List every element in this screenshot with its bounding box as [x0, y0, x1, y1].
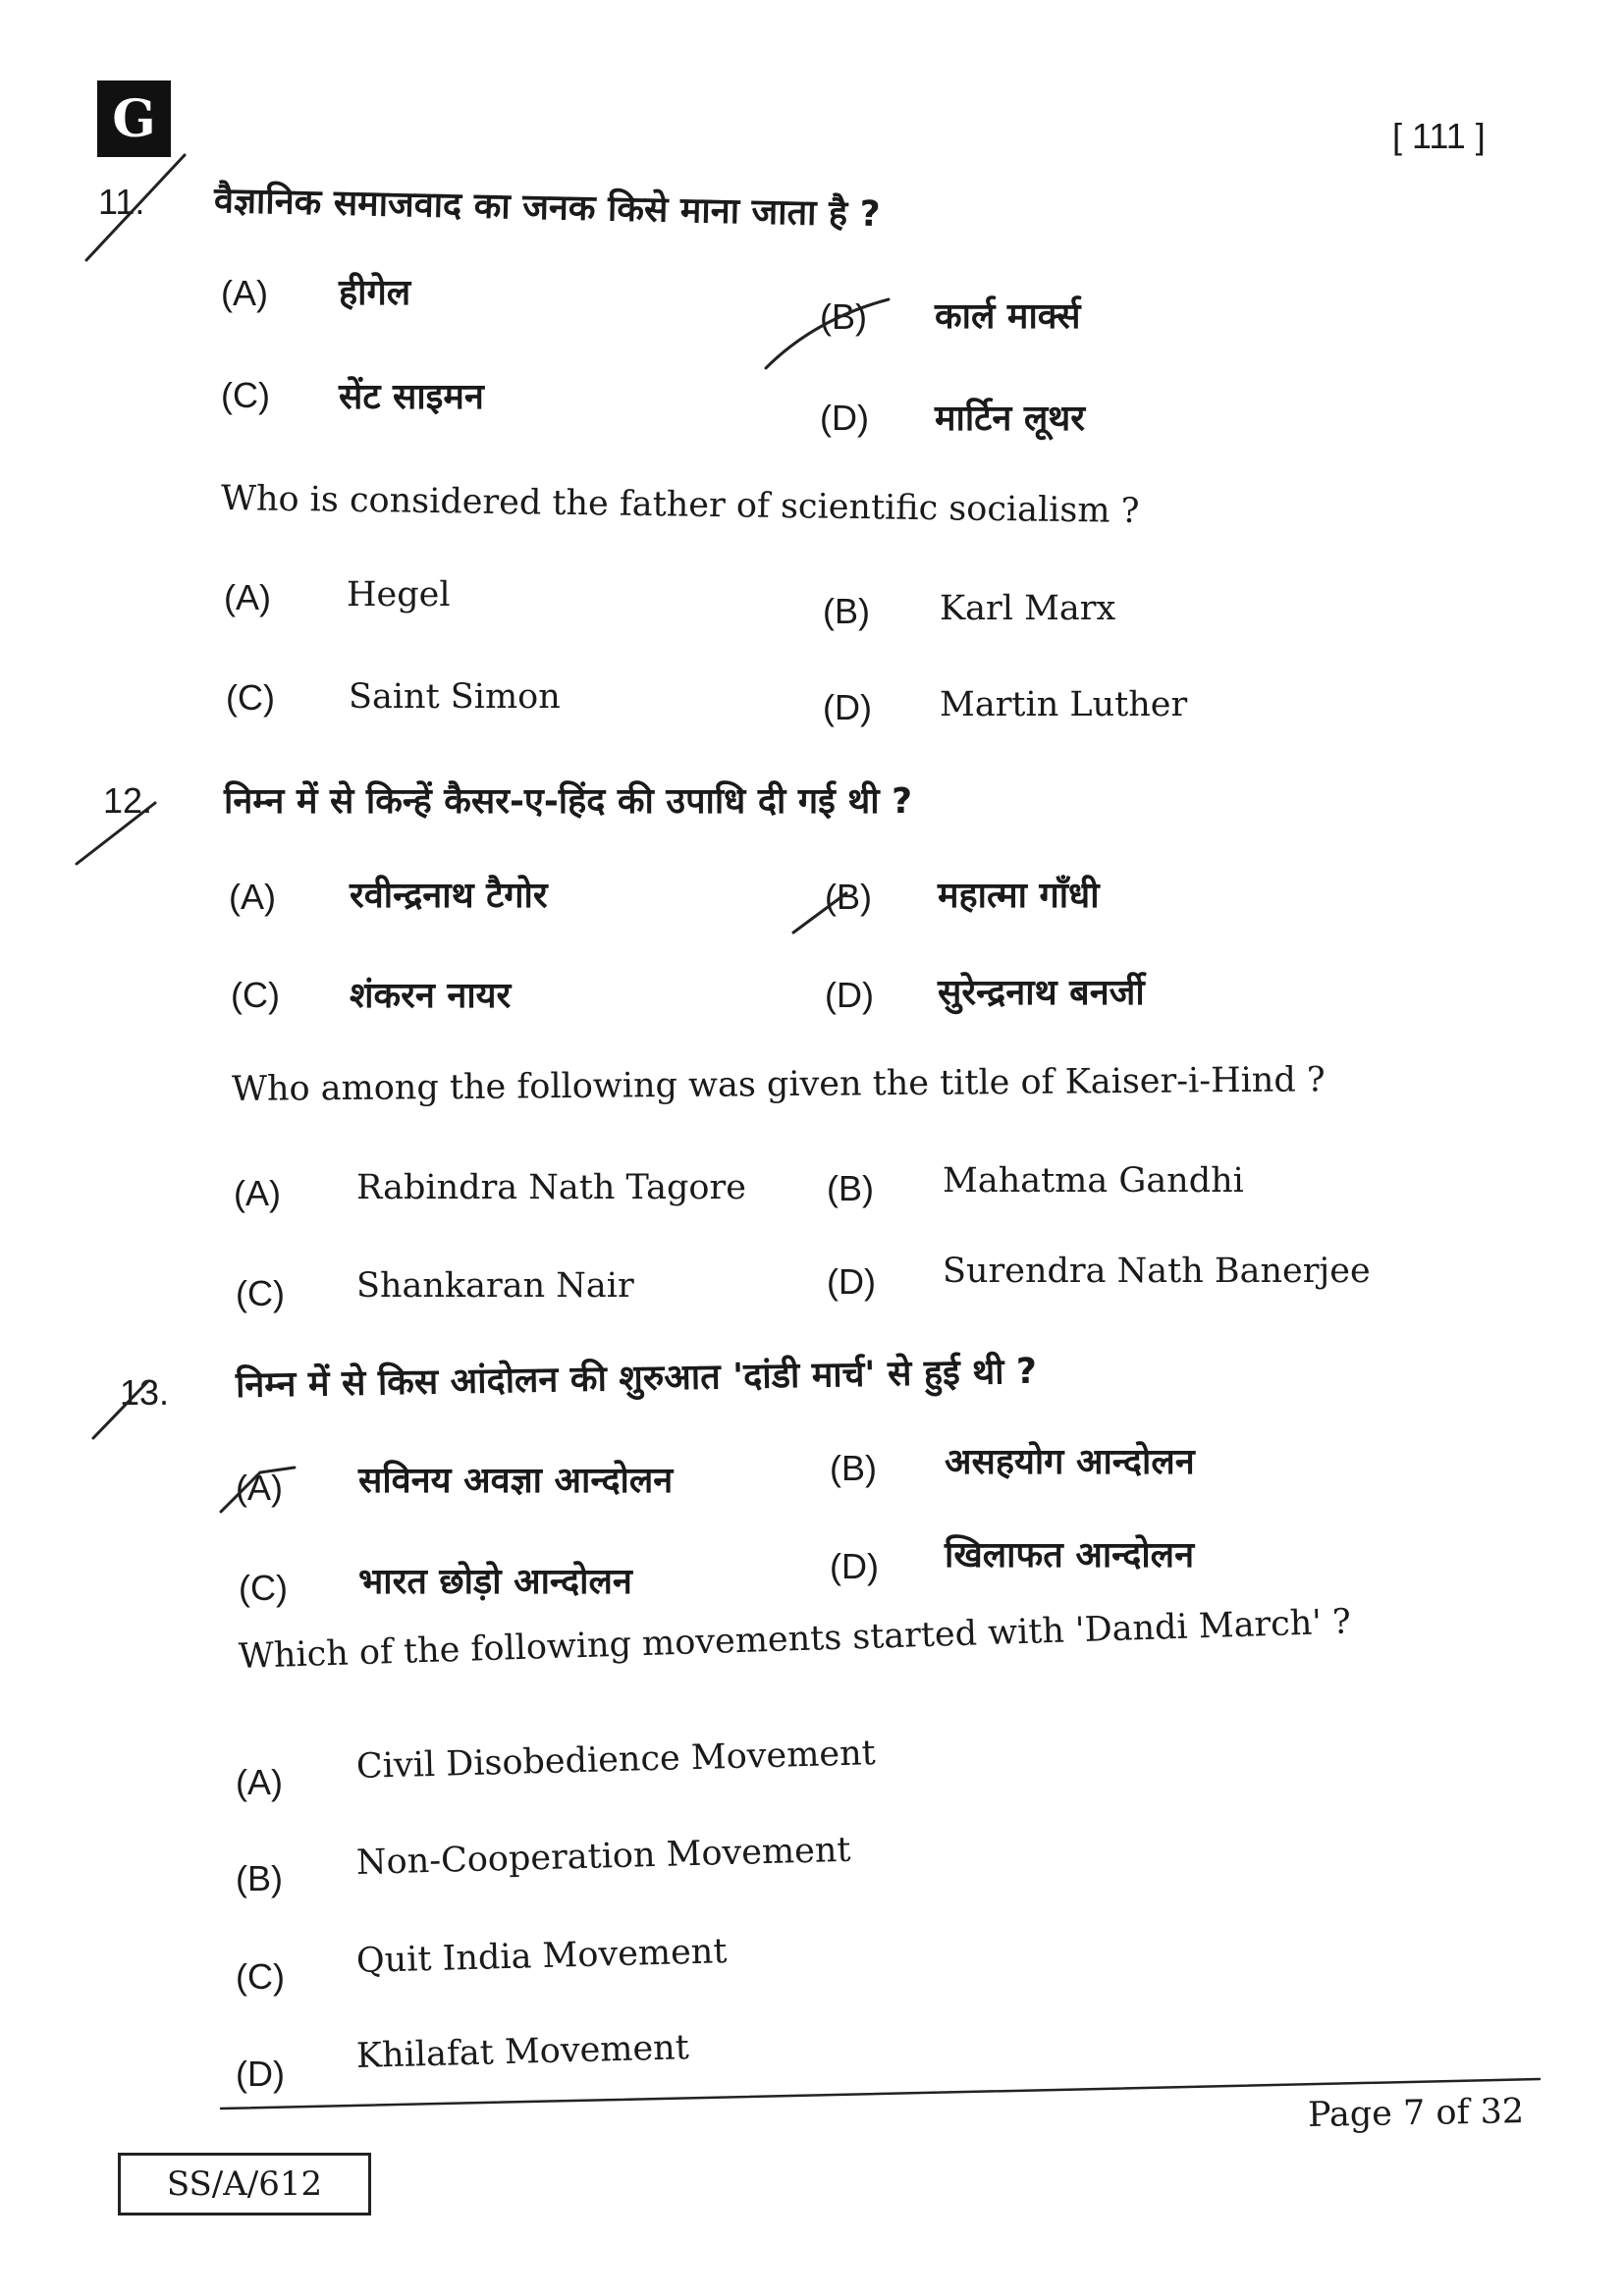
option-text: Non-Cooperation Movement	[355, 1830, 851, 1883]
tick-mark-q12-b	[793, 893, 846, 933]
tick-mark-q11	[86, 155, 185, 260]
option-text: सुरेन्द्रनाथ बनर्जी	[938, 973, 1145, 1013]
option-label: (B)	[830, 1448, 877, 1488]
tick-mark-q13	[93, 1382, 147, 1438]
option-text: Mahatma Gandhi	[943, 1161, 1244, 1201]
option-label: (B)	[825, 877, 872, 917]
option-label: (D)	[823, 687, 872, 727]
option-label: (A)	[234, 1173, 281, 1213]
set-code-badge: G	[97, 80, 171, 157]
question-text-english: Which of the following movements started with 'Dandi March' ?	[238, 1602, 1352, 1677]
option-label: (A)	[229, 877, 276, 917]
question-text-hindi: निम्न में से किस आंदोलन की शुरुआत 'दांडी मार्च' से हुई थी ?	[235, 1351, 1038, 1406]
option-label: (C)	[221, 375, 270, 415]
page-number: Page 7 of 32	[1307, 2092, 1525, 2135]
question-text-hindi: वैज्ञानिक समाजवाद का जनक किसे माना जाता है ?	[213, 181, 881, 236]
option-label: (C)	[239, 1568, 288, 1608]
paper-code: SS/A/612	[118, 2153, 371, 2216]
tick-mark-q13-a	[221, 1468, 295, 1512]
option-label: (A)	[236, 1468, 283, 1508]
option-text: भारत छोड़ो आन्दोलन	[358, 1562, 632, 1602]
option-text: असहयोग आन्दोलन	[945, 1442, 1195, 1482]
option-text: मार्टिन लूथर	[935, 399, 1085, 439]
option-label: (A)	[236, 1762, 283, 1802]
option-text: Khilafat Movement	[355, 2028, 690, 2076]
option-text: Saint Simon	[349, 677, 561, 717]
option-label: (D)	[236, 2054, 285, 2094]
option-text: Shankaran Nair	[356, 1266, 634, 1306]
question-text-english: Who among the following was given the title of Kaiser-i-Hind ?	[231, 1060, 1326, 1109]
option-label: (D)	[820, 398, 869, 438]
option-text: शंकरन नायर	[350, 976, 512, 1016]
option-label: (B)	[823, 591, 870, 631]
option-label: (D)	[830, 1546, 879, 1586]
option-label: (A)	[224, 577, 271, 617]
option-label: (D)	[827, 1261, 876, 1302]
option-label: (D)	[825, 975, 874, 1015]
option-text: Martin Luther	[940, 685, 1188, 724]
tick-mark-q11-b	[766, 299, 889, 368]
option-label: (A)	[221, 273, 268, 313]
option-text: Karl Marx	[940, 589, 1116, 628]
option-text: खिलाफत आन्दोलन	[945, 1535, 1195, 1575]
option-label: (B)	[820, 296, 867, 337]
question-number: 13.	[120, 1372, 170, 1413]
option-text: हीगेल	[339, 273, 411, 313]
option-text: महात्मा गाँधी	[938, 876, 1100, 916]
option-text: Rabindra Nath Tagore	[356, 1168, 746, 1207]
option-text: Surendra Nath Banerjee	[943, 1252, 1371, 1291]
page-reference: [ 111 ]	[1392, 116, 1486, 156]
option-label: (C)	[226, 677, 275, 718]
option-label: (C)	[236, 1273, 285, 1313]
question-text-english: Who is considered the father of scientific socialism ?	[220, 479, 1140, 532]
option-text: Civil Disobedience Movement	[355, 1734, 877, 1787]
option-text: सेंट साइमन	[339, 377, 484, 417]
option-label: (C)	[236, 1956, 285, 1997]
question-number: 12.	[103, 780, 153, 821]
option-label: (C)	[231, 975, 280, 1015]
tick-mark-q12	[77, 803, 155, 864]
option-text: रवीन्द्रनाथ टैगोर	[350, 876, 548, 916]
question-number: 11.	[98, 182, 145, 222]
option-label: (B)	[236, 1858, 283, 1898]
option-text: कार्ल मार्क्स	[935, 296, 1081, 337]
option-text: Quit India Movement	[355, 1932, 728, 1981]
option-text: सविनय अवज्ञा आन्दोलन	[358, 1461, 674, 1501]
question-text-hindi: निम्न में से किन्हें कैसर-ए-हिंद की उपाधि दी गई थी ?	[224, 781, 913, 822]
option-label: (B)	[827, 1168, 874, 1208]
option-text: Hegel	[347, 575, 451, 614]
